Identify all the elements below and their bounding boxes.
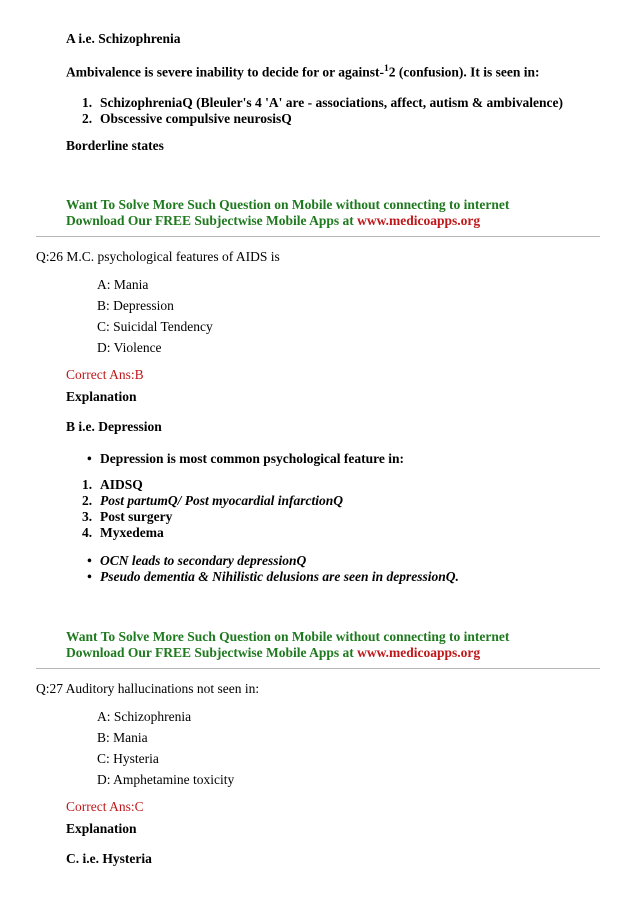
option-b: B: Depression [97,298,174,313]
list-item-text: AIDSQ [100,477,143,492]
promo-line-2 [66,645,480,661]
list-item: 1. [82,95,93,110]
correct-answer: Correct Ans:B [66,367,144,382]
answer-heading: A i.e. Schizophrenia [66,31,181,46]
ambivalence-pre: Ambivalence is severe inability to decide for or against- [66,64,384,80]
answer-heading: C. i.e. Hysteria [66,851,152,866]
explanation-label: Explanation [66,821,137,836]
bullet-item: • Depression is most common psychological feature in: [100,451,404,467]
bullet-item: • OCN leads to secondary depressionQ [100,553,306,569]
question-title: Q:26 M.C. psychological features of AIDS is [36,249,280,264]
promo-line-1: Want To Solve More Such Question on Mobile without connecting to internet [66,629,510,644]
promo-text: Download Our FREE Subjectwise Mobile Apps at [66,645,358,660]
ambivalence-post: 2 (confusion). It is seen in: [388,64,540,80]
list-num: 2. [82,493,93,508]
list-item: 2. [82,111,93,126]
option-a: A: Mania [97,277,149,292]
list-item-text: Post partumQ/ Post myocardial infarctionQ [100,493,344,508]
ambivalence-text [66,64,539,81]
option-d: D: Amphetamine toxicity [97,772,235,787]
promo-text: Download Our FREE Subjectwise Mobile Apps at [66,213,358,228]
option-d: D: Violence [97,340,162,355]
list-num: 1. [82,477,93,492]
option-b: B: Mania [97,730,148,745]
list-num: 4. [82,525,93,540]
list-item-text: Post surgery [100,509,173,524]
correct-answer: Correct Ans:C [66,799,144,814]
list-item-text: SchizophreniaQ (Bleuler's 4 'A' are - associations, affect, autism & ambivalence) [100,95,563,110]
bullet-item: • Pseudo dementia & Nihilistic delusions are seen in depressionQ. [100,569,459,585]
answer-heading: B i.e. Depression [66,419,162,434]
ambivalence-sup: 1 [383,64,389,74]
explanation-label: Explanation [66,389,137,404]
list-item-text: Myxedema [100,525,164,540]
promo-link[interactable]: www.medicoapps.org [357,213,481,228]
option-a: A: Schizophrenia [97,709,192,724]
divider [36,236,600,237]
promo-link[interactable]: www.medicoapps.org [357,645,481,660]
option-c: C: Hysteria [97,751,159,766]
list-num: 3. [82,509,93,524]
promo-line-2 [66,213,480,229]
question-title: Q:27 Auditory hallucinations not seen in: [36,681,260,696]
borderline-text: Borderline states [66,138,164,153]
option-c: C: Suicidal Tendency [97,319,213,334]
promo-line-1: Want To Solve More Such Question on Mobile without connecting to internet [66,197,510,212]
list-item-text: Obscessive compulsive neurosisQ [100,111,292,126]
divider [36,668,600,669]
